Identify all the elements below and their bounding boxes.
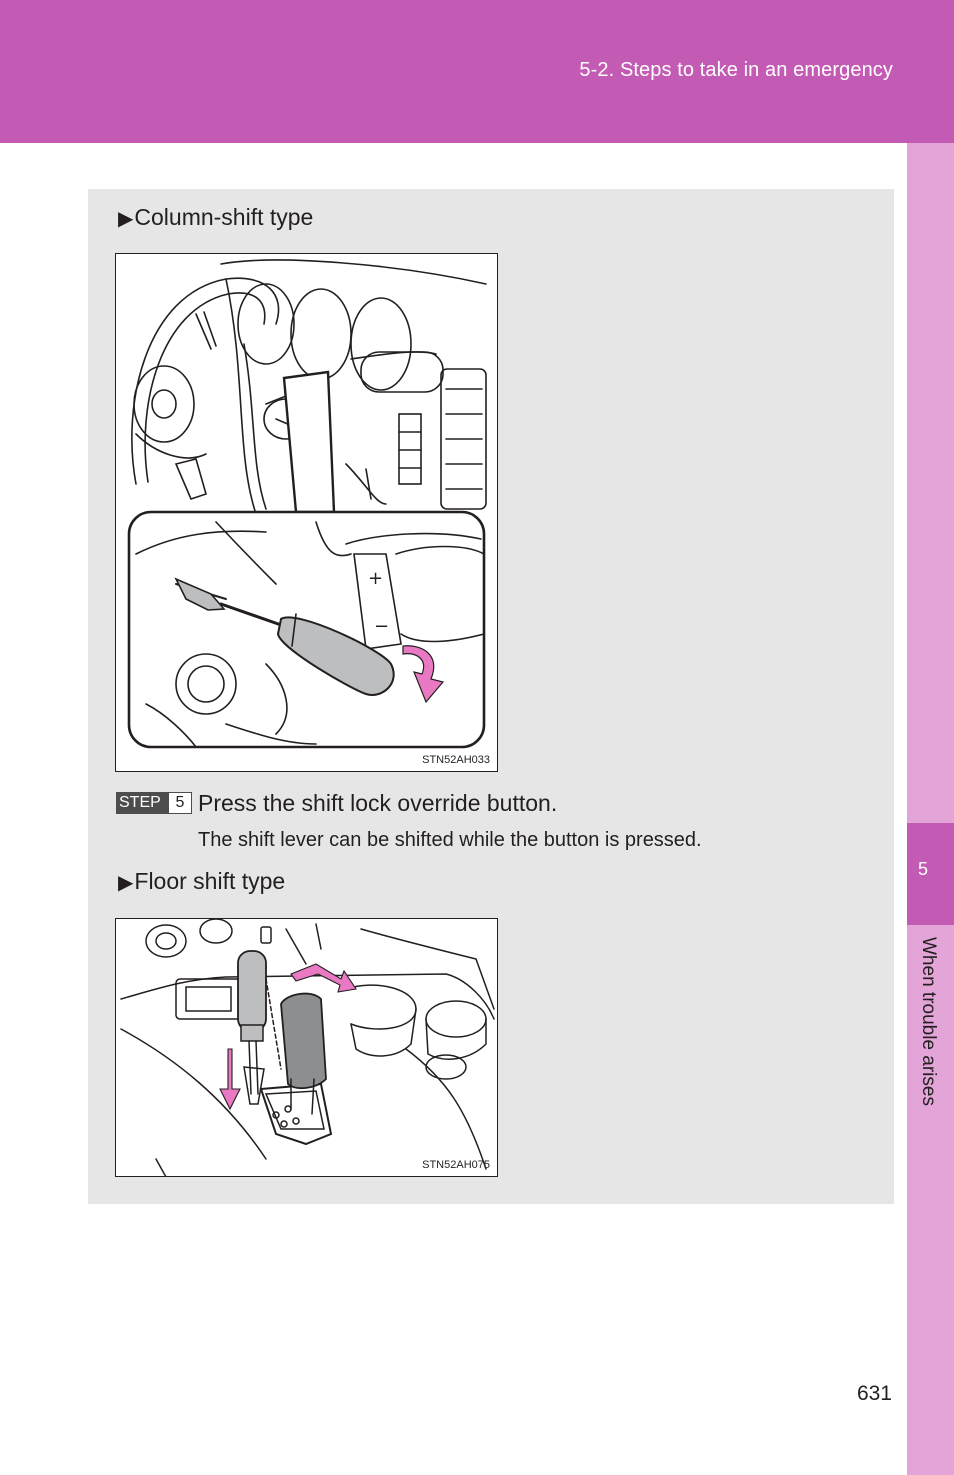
chapter-title: When trouble arises xyxy=(918,937,939,1106)
section-title: 5-2. Steps to take in an emergency xyxy=(579,59,893,81)
chapter-number: 5 xyxy=(917,859,928,879)
figure-code: STN52AH033 xyxy=(422,754,490,766)
floor-shift-drawing xyxy=(116,919,498,1177)
triangle-bullet-icon: ▶ xyxy=(118,872,134,894)
step-number: 5 xyxy=(168,792,192,814)
header-bar xyxy=(0,0,954,143)
step-text: Press the shift lock override button. xyxy=(198,790,558,816)
column-shift-drawing xyxy=(116,254,498,772)
step-badge: STEP xyxy=(116,792,168,814)
floor-shift-heading xyxy=(118,868,285,895)
column-shift-heading-text: Column-shift type xyxy=(134,204,314,230)
triangle-bullet-icon: ▶ xyxy=(118,208,134,230)
floor-shift-heading-text: Floor shift type xyxy=(134,868,286,894)
step-note: The shift lever can be shifted while the button is pressed. xyxy=(198,829,702,851)
page-number: 631 xyxy=(856,1382,892,1405)
side-tab xyxy=(907,143,954,1475)
figure-code: STN52AH075 xyxy=(422,1159,490,1171)
column-shift-illustration xyxy=(115,253,498,772)
chapter-marker xyxy=(907,823,954,925)
svg-text:−: − xyxy=(374,616,390,637)
column-shift-heading xyxy=(118,204,313,231)
svg-text:+: + xyxy=(368,568,384,589)
floor-shift-illustration xyxy=(115,918,498,1177)
